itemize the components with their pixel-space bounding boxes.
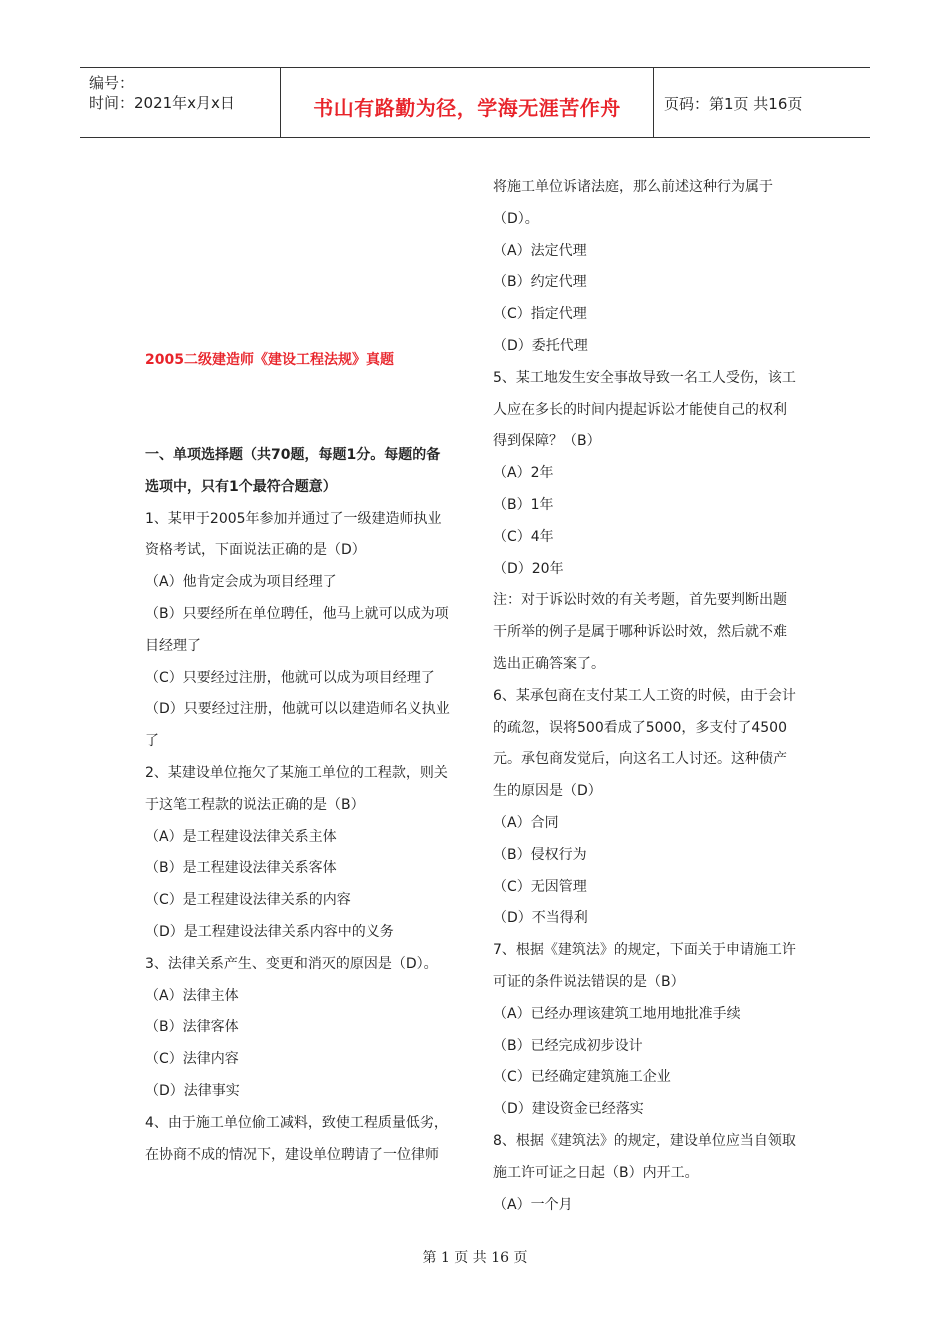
text-line: （D）委托代理 bbox=[493, 338, 588, 354]
text-line: 于这笔工程款的说法正确的是（B） bbox=[145, 796, 365, 813]
text-line: 5、某工地发生安全事故导致一名工人受伤，该工 bbox=[493, 369, 796, 386]
text-line: （A）一个月 bbox=[493, 1196, 573, 1213]
text-line: （B）只要经所在单位聘任，他马上就可以成为项 bbox=[145, 606, 449, 622]
text-line: （B）法律客体 bbox=[145, 1019, 239, 1036]
text-line: （C）法律内容 bbox=[145, 1051, 239, 1068]
doc-number-label: 编号： bbox=[89, 74, 135, 92]
text-line: 8、根据《建筑法》的规定，建设单位应当自领取 bbox=[493, 1133, 796, 1149]
text-line: 1、某甲于2005年参加并通过了一级建造师执业 bbox=[145, 510, 442, 527]
text-line: （D）不当得利 bbox=[493, 910, 588, 927]
text-line: （D）建设资金已经落实 bbox=[493, 1101, 644, 1118]
text-line: 将施工单位诉诸法庭，那么前述这种行为属于 bbox=[493, 179, 773, 195]
text-line: （C）是工程建设法律关系的内容 bbox=[145, 892, 351, 909]
text-line: （B）约定代理 bbox=[493, 274, 587, 291]
text-line: 6、某承包商在支付某工人工资的时候，由于会计 bbox=[493, 687, 796, 704]
text-line: 目经理了 bbox=[145, 637, 201, 654]
text-line: （A）已经办理该建筑工地用地批准手续 bbox=[493, 1005, 741, 1022]
text-line: 生的原因是（D） bbox=[493, 783, 602, 800]
text-line: 选出正确答案了。 bbox=[493, 656, 605, 672]
text-line: （D）法律事实 bbox=[145, 1083, 240, 1099]
text-line: （D）是工程建设法律关系内容中的义务 bbox=[145, 924, 394, 940]
text-line: （A）是工程建设法律关系主体 bbox=[145, 828, 337, 845]
text-line: （A）2年 bbox=[493, 465, 554, 482]
text-line: （C）4年 bbox=[493, 528, 554, 545]
text-line: （D）20年 bbox=[493, 560, 564, 577]
text-line: 元。承包商发觉后，向这名工人讨还。这种债产 bbox=[493, 751, 787, 768]
text-line: 了 bbox=[145, 733, 159, 750]
text-line: （B）已经完成初步设计 bbox=[493, 1037, 643, 1054]
text-line: （C）无因管理 bbox=[493, 878, 587, 895]
text-line: （B）1年 bbox=[493, 497, 554, 513]
text-line: 的疏忽，误将500看成了5000，多支付了4500 bbox=[493, 719, 787, 736]
header-center-cell bbox=[281, 68, 654, 137]
header-motto: 书山有路勤为径，学海无涯苦作舟 bbox=[313, 96, 621, 120]
text-line: 干所举的例子是属于哪种诉讼时效，然后就不难 bbox=[493, 624, 787, 641]
header-page-label: 页码：第1页 共16页 bbox=[664, 95, 803, 113]
text-line: （A）他肯定会成为项目经理了 bbox=[145, 574, 337, 591]
text-line: 可证的条件说法错误的是（B） bbox=[493, 974, 685, 990]
text-line: （B）是工程建设法律关系客体 bbox=[145, 860, 337, 877]
text-line: 人应在多长的时间内提起诉讼才能使自己的权利 bbox=[493, 401, 787, 418]
text-line: 3、法律关系产生、变更和消灭的原因是（D）。 bbox=[145, 955, 438, 972]
text-line: 注：对于诉讼时效的有关考题，首先要判断出题 bbox=[493, 592, 787, 609]
text-line: （D）只要经过注册，他就可以以建造师名义执业 bbox=[145, 701, 450, 718]
text-line: （C）已经确定建筑施工企业 bbox=[493, 1069, 671, 1086]
header-right-cell bbox=[654, 68, 870, 137]
text-line: （B）侵权行为 bbox=[493, 846, 587, 863]
text-line: 4、由于施工单位偷工减料，致使工程质量低劣， bbox=[145, 1114, 448, 1131]
text-line: 施工许可证之日起（B）内开工。 bbox=[493, 1164, 699, 1181]
text-line: （A）法定代理 bbox=[493, 242, 587, 259]
text-line: （D）。 bbox=[493, 210, 539, 227]
page-header bbox=[80, 67, 870, 138]
text-line: 2、某建设单位拖欠了某施工单位的工程款，则关 bbox=[145, 765, 448, 781]
text-line: （A）合同 bbox=[493, 815, 559, 831]
doc-time-label: 时间：2021年x月x日 bbox=[89, 94, 235, 112]
text-line: 7、根据《建筑法》的规定，下面关于申请施工许 bbox=[493, 942, 796, 959]
text-line: （A）法律主体 bbox=[145, 987, 239, 1004]
document-title: 2005二级建造师《建设工程法规》真题 bbox=[145, 352, 394, 368]
text-line: 选项中，只有1个最符合题意） bbox=[145, 478, 337, 495]
text-line: 资格考试，下面说法正确的是（D） bbox=[145, 542, 366, 559]
page-footer: 第 1 页 共 16 页 bbox=[422, 1250, 528, 1266]
text-line: 一、单项选择题（共70题，每题1分。每题的备 bbox=[145, 447, 441, 463]
text-line: 得到保障？（B） bbox=[493, 433, 601, 450]
header-left-cell bbox=[80, 68, 281, 137]
text-line: （C）指定代理 bbox=[493, 306, 587, 323]
text-line: 在协商不成的情况下，建设单位聘请了一位律师 bbox=[145, 1146, 439, 1163]
text-line: （C）只要经过注册，他就可以成为项目经理了 bbox=[145, 669, 435, 686]
